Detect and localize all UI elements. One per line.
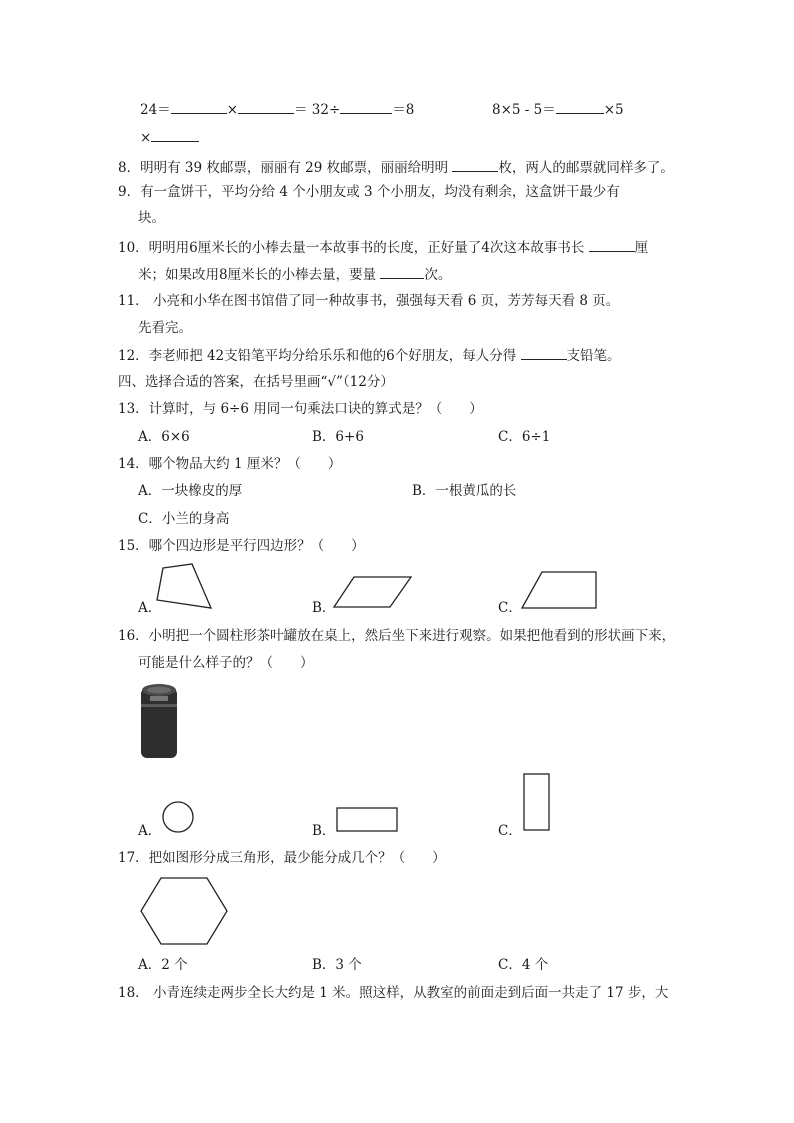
times-sign: ×: [140, 130, 152, 146]
question-10-line-2: [138, 264, 451, 284]
option-c[interactable]: C．: [498, 823, 522, 839]
question-text: 枚，两人的邮票就同样多了。: [498, 160, 674, 176]
answer-blank[interactable]: [556, 99, 604, 114]
fill-in-row-2: [140, 127, 199, 147]
option-b[interactable]: B．3 个: [312, 957, 362, 973]
question-9-line-1: 9．有一盒饼干，平均分给 4 个小朋友或 3 个小朋友，均没有剩余，这盒饼干最少有: [118, 184, 620, 200]
question-9-line-2: 块。: [138, 210, 165, 226]
answer-blank[interactable]: [171, 99, 227, 114]
question-15-stem: 15．哪个四边形是平行四边形？（ ）: [118, 538, 365, 554]
hexagon-figure: [138, 875, 230, 947]
question-text: 厘: [634, 240, 649, 256]
option-c[interactable]: C．小兰的身高: [138, 511, 230, 527]
expression-b-start: 8×5 - 5＝: [492, 102, 556, 118]
option-b[interactable]: B．: [312, 823, 336, 839]
answer-blank[interactable]: [238, 99, 294, 114]
quadrilateral-figure-a: [155, 562, 217, 612]
expression-a-start: 24＝: [140, 102, 171, 118]
option-a[interactable]: A．2 个: [138, 957, 188, 973]
answer-blank[interactable]: [340, 99, 392, 114]
section-4-heading: 四、选择合适的答案，在括号里画“√”（12分）: [118, 374, 394, 390]
question-17-stem: 17．把如图形分成三角形，最少能分成几个？（ ）: [118, 850, 446, 866]
option-c[interactable]: C．6÷1: [498, 429, 551, 445]
circle-figure-a: [160, 800, 196, 834]
option-b[interactable]: B．6+6: [312, 429, 364, 445]
fill-in-row-1: [140, 99, 414, 119]
answer-blank[interactable]: [589, 237, 635, 252]
question-text: 次。: [424, 267, 452, 283]
times-sign: ×: [226, 102, 238, 118]
expression-a-end: ＝8: [392, 102, 415, 118]
question-text: 米；如果改用8厘米长的小棒去量，要量: [138, 267, 381, 283]
horizontal-rectangle-figure-b: [334, 806, 400, 834]
option-b[interactable]: B．一根黄瓜的长: [412, 483, 517, 499]
answer-blank[interactable]: [521, 345, 567, 360]
option-b[interactable]: B．: [312, 600, 336, 616]
vertical-rectangle-figure-c: [521, 771, 553, 833]
question-text: 8．明明有 39 枚邮票，丽丽有 29 枚邮票，丽丽给明明: [118, 160, 453, 176]
question-11-line-2: 先看完。: [138, 320, 192, 336]
parallelogram-figure-b: [332, 574, 414, 610]
question-11-line-1: 11． 小亮和小华在图书馆借了同一种故事书，强强每天看 6 页，芳芳每天看 8 页。: [118, 293, 620, 309]
question-text: 10．明明用6厘米长的小棒去量一本故事书的长度，正好量了4次这本故事书长: [118, 240, 589, 256]
expression-b-end: ×5: [603, 102, 624, 118]
answer-blank[interactable]: [380, 264, 424, 279]
option-a[interactable]: A．: [138, 600, 162, 616]
option-c[interactable]: C．4 个: [498, 957, 549, 973]
option-a[interactable]: A．6×6: [138, 429, 190, 445]
fill-in-row-1b: [492, 99, 624, 119]
expression-a-mid: ＝ 32÷: [294, 102, 341, 118]
tea-canister-photo: [140, 682, 178, 760]
option-a[interactable]: A．: [138, 823, 162, 839]
question-12: [118, 345, 621, 365]
question-8: [118, 157, 674, 177]
question-16-line-1: 16．小明把一个圆柱形茶叶罐放在桌上，然后坐下来进行观察。如果把他看到的形状画下来，: [118, 628, 676, 644]
question-13-stem: 13．计算时，与 6÷6 用同一句乘法口诀的算式是？（ ）: [118, 401, 483, 417]
answer-blank[interactable]: [452, 157, 498, 172]
question-18-line-1: 18． 小青连续走两步全长大约是 1 米。照这样，从教室的前面走到后面一共走了 17 步，大: [118, 985, 669, 1001]
question-text: 12．李老师把 42支铅笔平均分给乐乐和他的6个好朋友，每人分得: [118, 348, 521, 364]
question-text: 支铅笔。: [566, 348, 621, 364]
question-16-line-2: 可能是什么样子的？（ ）: [138, 655, 314, 671]
question-14-stem: 14．哪个物品大约 1 厘米？（ ）: [118, 456, 342, 472]
answer-blank[interactable]: [151, 127, 199, 142]
trapezoid-figure-c: [520, 569, 600, 611]
option-c[interactable]: C．: [498, 600, 522, 616]
question-10-line-1: [118, 237, 648, 257]
option-a[interactable]: A．一块橡皮的厚: [138, 483, 243, 499]
